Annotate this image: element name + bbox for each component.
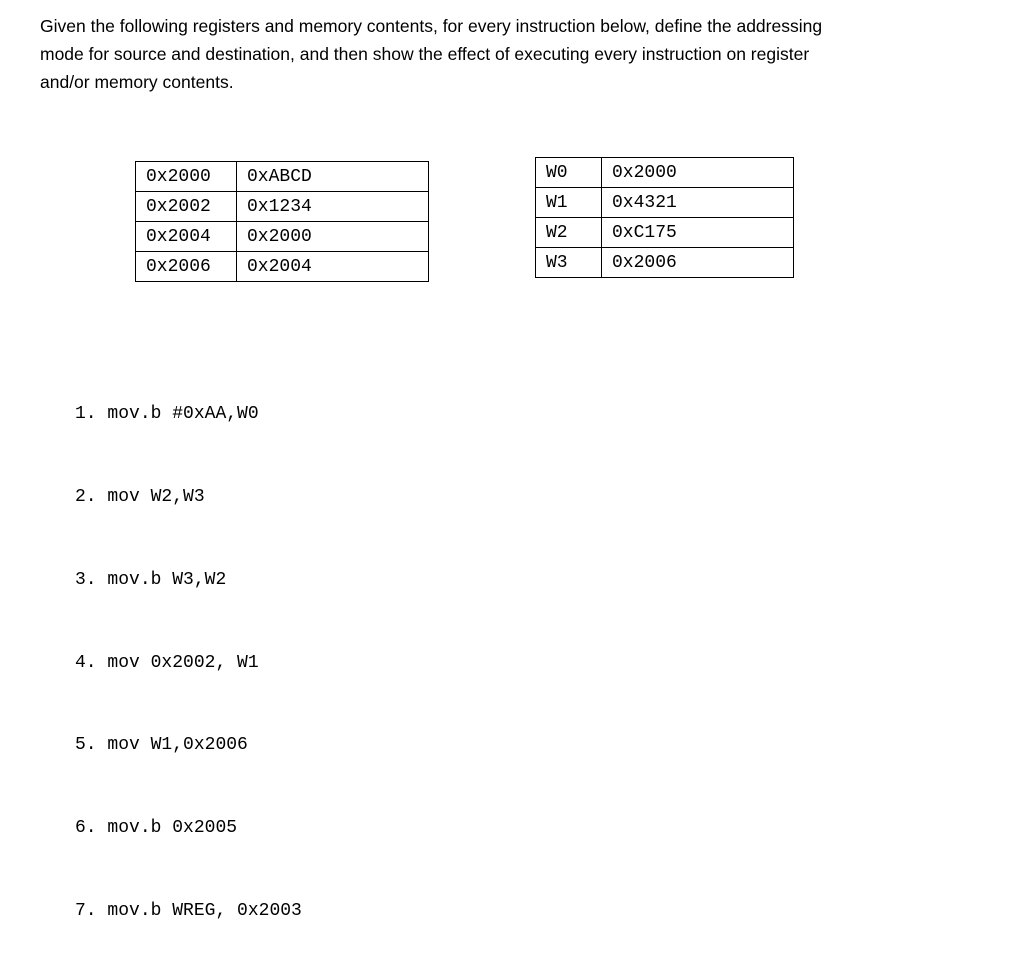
instruction-item xyxy=(75,732,302,760)
memory-row xyxy=(136,192,429,222)
question-prompt xyxy=(40,12,940,96)
instruction-text: mov 0x2002, W1 xyxy=(107,652,259,673)
instruction-text: mov W2,W3 xyxy=(107,486,205,507)
instruction-text: mov.b WREG, 0x2003 xyxy=(107,900,302,921)
memory-table xyxy=(135,161,429,282)
instruction-number: 1. xyxy=(75,404,97,425)
memory-value: 0x2000 xyxy=(237,222,429,252)
register-table xyxy=(535,157,794,278)
instruction-number: 3. xyxy=(75,569,97,590)
instruction-number: 5. xyxy=(75,735,97,756)
prompt-line: and/or memory contents. xyxy=(40,72,234,92)
instruction-text: mov.b 0x2005 xyxy=(107,818,238,839)
instruction-item xyxy=(75,567,302,595)
memory-address: 0x2000 xyxy=(136,162,237,192)
register-name: W1 xyxy=(536,188,602,218)
register-name: W3 xyxy=(536,248,602,278)
register-value: 0xC175 xyxy=(602,218,794,248)
instruction-item xyxy=(75,650,302,678)
memory-row xyxy=(136,252,429,282)
register-row xyxy=(536,248,794,278)
memory-row xyxy=(136,222,429,252)
instruction-number: 4. xyxy=(75,652,97,673)
memory-value: 0x1234 xyxy=(237,192,429,222)
memory-value: 0x2004 xyxy=(237,252,429,282)
register-name: W0 xyxy=(536,158,602,188)
prompt-line: Given the following registers and memory contents, for every instruction below, define the addressing xyxy=(40,16,823,36)
register-value: 0x2000 xyxy=(602,158,794,188)
instruction-number: 2. xyxy=(75,486,97,507)
register-name: W2 xyxy=(536,218,602,248)
instruction-number: 7. xyxy=(75,900,97,921)
register-value: 0x4321 xyxy=(602,188,794,218)
instruction-text: mov W1,0x2006 xyxy=(107,735,248,756)
memory-address: 0x2002 xyxy=(136,192,237,222)
instruction-item xyxy=(75,401,302,429)
instruction-number: 6. xyxy=(75,818,97,839)
register-row xyxy=(536,188,794,218)
register-row xyxy=(536,158,794,188)
memory-row xyxy=(136,162,429,192)
memory-address: 0x2004 xyxy=(136,222,237,252)
prompt-line: mode for source and destination, and then show the effect of executing every instruction on register xyxy=(40,44,810,64)
instruction-item xyxy=(75,484,302,512)
instruction-text: mov.b #0xAA,W0 xyxy=(107,404,259,425)
memory-address: 0x2006 xyxy=(136,252,237,282)
instruction-list xyxy=(75,346,302,953)
instruction-text: mov.b W3,W2 xyxy=(107,569,227,590)
instruction-item xyxy=(75,815,302,843)
register-row xyxy=(536,218,794,248)
register-value: 0x2006 xyxy=(602,248,794,278)
instruction-item xyxy=(75,898,302,926)
memory-value: 0xABCD xyxy=(237,162,429,192)
